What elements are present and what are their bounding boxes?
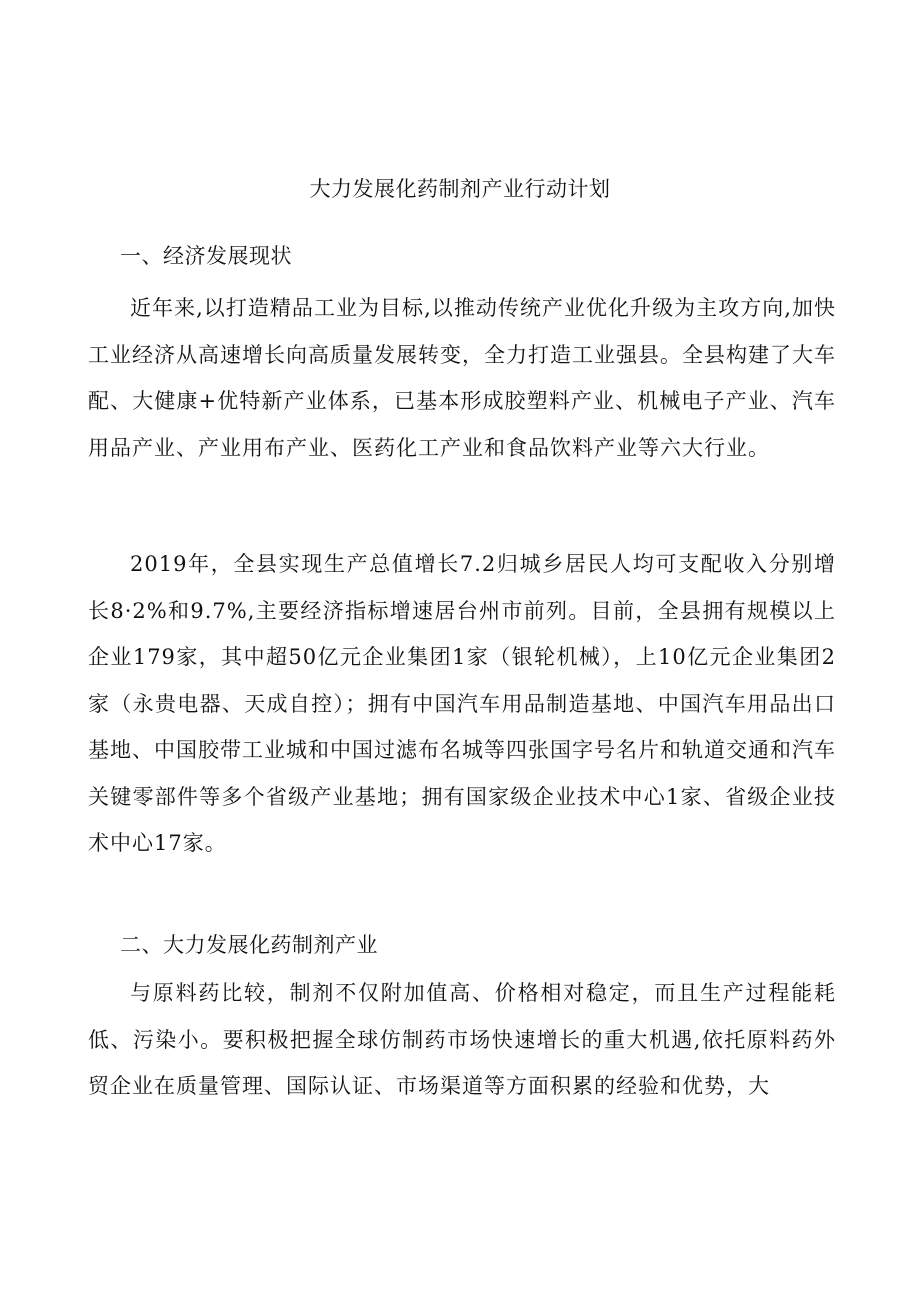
section-heading: 二、大力发展化药制剂产业 bbox=[120, 933, 378, 957]
paragraph: 2019年，全县实现生产总值增长7.2归城乡居民人均可支配收入分别增长8·2%和9.7%,主要经济指标增速居台州市前列。目前，全县拥有规模以上企业179家，其中超50亿元企业集团1家（银轮机械），上10亿元企业集团2家（永贵电器、天成自控）；拥有中国汽车用品制造基地、中国汽车用品出口基地、中国胶带工业城和中国过滤布名城等四张国字号名片和轨道交通和汽车关键零部件等多个省级产业基地；拥有国家级企业技术中心1家、省级企业技术中心17家。 bbox=[88, 552, 836, 855]
section-heading: 一、经济发展现状 bbox=[120, 244, 292, 268]
paragraph: 近年来,以打造精品工业为目标,以推动传统产业优化升级为主攻方向,加快工业经济从高速增长向高质量发展转变，全力打造工业强县。全县构建了大车配、大健康+优特新产业体系，已基本形成胶塑料产业、机械电子产业、汽车用品产业、产业用布产业、医药化工产业和食品饮料产业等六大行业。 bbox=[88, 296, 836, 460]
paragraph: 与原料药比较，制剂不仅附加值高、价格相对稳定，而且生产过程能耗低、污染小。要积极把握全球仿制药市场快速增长的重大机遇,依托原料药外贸企业在质量管理、国际认证、市场渠道等方面积累的经验和优势，大 bbox=[88, 981, 836, 1098]
document-title: 大力发展化药制剂产业行动计划 bbox=[309, 177, 611, 201]
